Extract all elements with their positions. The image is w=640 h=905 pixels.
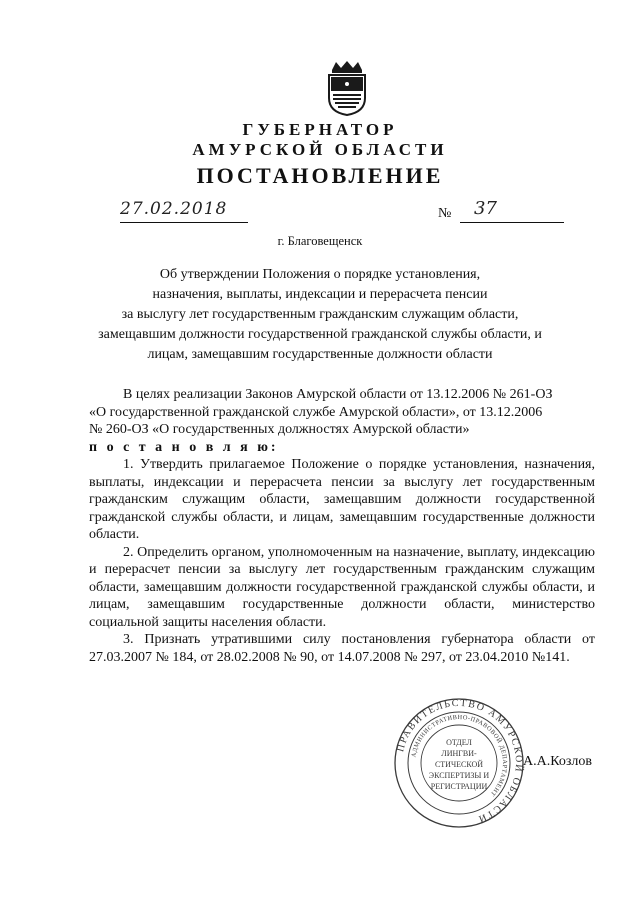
decree-item-3: 3. Признать утратившими силу постановления губернатора области от 27.03.2007 № 184, от 28.02.2008 № 90, от 14.07.2008 № 297, от 23.04.2010 №141.: [89, 632, 595, 665]
stamp-center-line: РЕГИСТРАЦИИ: [430, 782, 488, 791]
stamp-center-line: ЛИНГВИ-: [441, 749, 477, 758]
subject-line: лицам, замещавшим государственные должности области: [147, 347, 493, 362]
date-underline: [120, 222, 248, 223]
document-type-title: ПОСТАНОВЛЕНИЕ: [196, 163, 444, 188]
subject-line: Об утверждении Положения о порядке установления,: [159, 267, 481, 282]
official-stamp: [393, 697, 525, 829]
number-label: №: [438, 206, 452, 221]
decree-word: п о с т а н о в л я ю:: [89, 439, 279, 455]
preamble-line: «О государственной гражданской службе Амурской области», от 13.12.2006: [89, 404, 543, 420]
subject-line: замещавшим должности государственной гражданской службы области, и: [98, 327, 542, 342]
stamp-outer-text: ПРАВИТЕЛЬСТВО АМУРСКОЙ ОБЛАСТИ: [395, 697, 525, 825]
org-name-line1: ГУБЕРНАТОР: [242, 120, 398, 139]
stamp-center-line: СТИЧЕСКОЙ: [434, 760, 484, 769]
document-date: 27.02.2018: [120, 199, 228, 219]
document-body: [89, 386, 595, 666]
stamp-center-line: ЭКСПЕРТИЗЫ И: [428, 771, 490, 780]
stamp-inner-text: АДМИНИСТРАТИВНО-ПРАВОВОЙ ДЕПАРТАМЕНТ: [410, 713, 509, 798]
subject-line: назначения, выплаты, индексации и перерасчета пенсии: [152, 287, 488, 302]
preamble-line: № 260-ОЗ «О государственных должностях Амурской области»: [89, 422, 470, 437]
preamble-line: В целях реализации Законов Амурской области от 13.12.2006 № 261-ОЗ: [123, 387, 553, 402]
number-underline: [460, 222, 564, 223]
city-name: г. Благовещенск: [277, 234, 363, 248]
decree-item-2: 2. Определить органом, уполномоченным на назначение, выплату, индексацию и перерасчет пенсии за выслугу лет государственным гражданским служащим области, замещавшим должности государственной гражданской службы области, и лицам, замещавшим государственные должности области, министерство социальной защиты населения области.: [89, 544, 595, 630]
coat-of-arms-icon: [322, 60, 372, 116]
document-subject: [80, 265, 560, 365]
document-number: 37: [474, 198, 497, 219]
decree-item-1: 1. Утвердить прилагаемое Положение о порядке установления, назначения, выплаты, индексации и перерасчета пенсии за выслугу лет государственным гражданским служащим области, замещавшим должности государственной гражданской службы области, и лицам, замещавшим государственные должности области.: [89, 457, 595, 542]
org-name-line2: АМУРСКОЙ ОБЛАСТИ: [192, 140, 448, 159]
subject-line: за выслугу лет государственным гражданским служащим области,: [121, 307, 519, 322]
signatory-name: А.А.Козлов: [523, 754, 592, 769]
stamp-center-line: ОТДЕЛ: [446, 738, 472, 747]
